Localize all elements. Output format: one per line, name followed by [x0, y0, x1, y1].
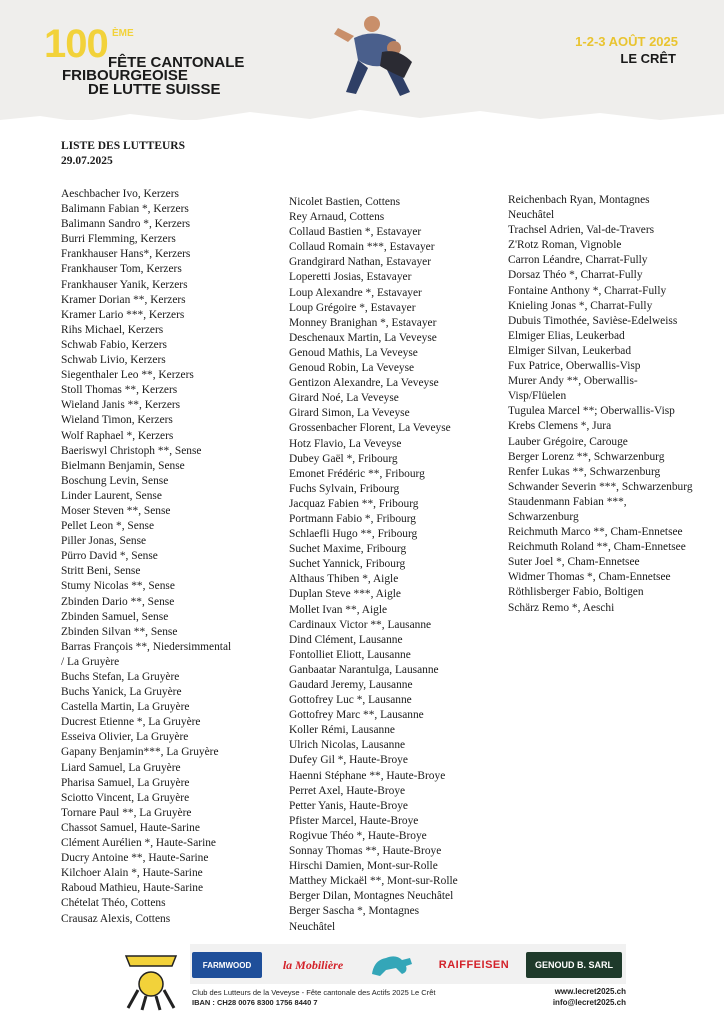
- list-item: Ulrich Nicolas, Lausanne: [289, 739, 406, 752]
- list-item: Berger Lorenz **, Schwarzenburg: [508, 450, 665, 463]
- edition-suffix: ÈME: [112, 28, 134, 39]
- list-item: Linder Laurent, Sense: [61, 489, 162, 502]
- club-logo: [118, 950, 184, 1012]
- list-item: Dind Clément, Lausanne: [289, 633, 403, 646]
- wrestlers-illustration: [324, 8, 424, 108]
- list-item: Balimann Fabian *, Kerzers: [61, 203, 189, 216]
- list-item: Schwander Severin ***, Schwarzenburg: [508, 480, 693, 493]
- list-item: Schwarzenburg: [508, 510, 579, 523]
- edition-number: 100: [44, 22, 108, 66]
- list-item: Staudenmann Fabian ***,: [508, 495, 627, 508]
- list-item: Visp/Flüelen: [508, 390, 567, 403]
- list-item: Girard Simon, La Veveyse: [289, 407, 410, 420]
- list-item: Loup Alexandre *, Estavayer: [289, 286, 422, 299]
- list-item: Gapany Benjamin***, La Gruyère: [61, 746, 219, 759]
- list-item: Perret Axel, Haute-Broye: [289, 784, 406, 797]
- event-title-line-1: FÊTE CANTONALE: [108, 54, 245, 71]
- page-header: [0, 0, 724, 120]
- list-item: Petter Yanis, Haute-Broye: [289, 799, 408, 812]
- list-item: Sonnay Thomas **, Haute-Broye: [289, 845, 442, 858]
- list-item: Reichenbach Ryan, Montagnes: [508, 194, 650, 206]
- list-item: Ducry Antoine **, Haute-Sarine: [61, 852, 209, 865]
- list-item: Stoll Thomas **, Kerzers: [61, 384, 178, 397]
- horse-icon: [366, 952, 418, 978]
- list-item: Girard Noé, La Veveyse: [289, 392, 399, 405]
- list-item: Neuchâtel: [289, 920, 336, 933]
- list-item: Chételat Théo, Cottens: [61, 897, 166, 910]
- sponsor-mobiliere: la Mobilière: [282, 957, 344, 972]
- list-item: Cardinaux Victor **, Lausanne: [289, 618, 432, 631]
- list-item: Carron Léandre, Charrat-Fully: [508, 254, 648, 267]
- list-item: Neuchâtel: [508, 209, 555, 222]
- document-date: 29.07.2025: [61, 155, 113, 167]
- list-item: Grandgirard Nathan, Estavayer: [289, 256, 432, 269]
- event-location: LE CRÊT: [620, 51, 676, 66]
- list-item: Wolf Raphael *, Kerzers: [61, 429, 174, 442]
- event-title-line-2: FRIBOURGEOISE: [62, 67, 188, 84]
- list-item: Loup Grégoire *, Estavayer: [289, 301, 416, 314]
- list-item: Moser Steven **, Sense: [61, 504, 171, 517]
- list-item: Deschenaux Martin, La Veveyse: [289, 331, 437, 344]
- list-item: Frankhauser Tom, Kerzers: [61, 263, 182, 276]
- list-item: Gottofrey Luc *, Lausanne: [289, 694, 412, 707]
- list-item: Boschung Levin, Sense: [61, 474, 169, 487]
- list-item: Liard Samuel, La Gruyère: [61, 761, 181, 774]
- list-item: Piller Jonas, Sense: [61, 535, 147, 548]
- list-item: Burri Flemming, Kerzers: [61, 233, 176, 246]
- list-item: Dubuis Timothée, Savièse-Edelweiss: [508, 314, 678, 327]
- list-item: Collaud Romain ***, Estavayer: [289, 241, 435, 254]
- list-item: Rey Arnaud, Cottens: [289, 211, 385, 224]
- list-item: Wieland Timon, Kerzers: [61, 414, 173, 427]
- list-item: Schärz Remo *, Aeschi: [508, 601, 615, 614]
- list-item: Fontaine Anthony *, Charrat-Fully: [508, 284, 667, 297]
- list-item: Kilchoer Alain *, Haute-Sarine: [61, 867, 203, 880]
- email-link[interactable]: info@lecret2025.ch: [552, 998, 626, 1007]
- list-item: / La Gruyère: [61, 655, 120, 668]
- list-item: Fuchs Sylvain, Fribourg: [289, 482, 400, 495]
- list-item: Emonet Frédéric **, Fribourg: [289, 467, 425, 480]
- list-item: Crausaz Alexis, Cottens: [61, 912, 171, 925]
- list-item: Hirschi Damien, Mont-sur-Rolle: [289, 860, 438, 873]
- list-item: Stritt Beni, Sense: [61, 565, 141, 578]
- list-item: Barras François **, Niedersimmental: [61, 640, 232, 653]
- iban: IBAN : CH28 0076 8300 1756 8440 7: [192, 998, 318, 1007]
- list-item: Trachsel Adrien, Val-de-Travers: [508, 224, 655, 237]
- list-item: Monney Branighan *, Estavayer: [289, 316, 437, 329]
- list-item: Balimann Sandro *, Kerzers: [61, 218, 191, 231]
- list-item: Bielmann Benjamin, Sense: [61, 459, 185, 472]
- sponsor-raiffeisen: RAIFFEISEN: [438, 959, 510, 971]
- list-item: Wieland Janis **, Kerzers: [61, 399, 181, 412]
- list-item: Suter Joel *, Cham-Ennetsee: [508, 556, 640, 569]
- wrestler-list-column-3: [508, 193, 720, 616]
- list-item: Ducrest Etienne *, La Gruyère: [61, 716, 201, 729]
- list-item: Murer Andy **, Oberwallis-: [508, 375, 638, 388]
- list-item: Pellet Leon *, Sense: [61, 520, 155, 533]
- list-item: Renfer Lukas **, Schwarzenburg: [508, 465, 661, 478]
- event-title-line-3: DE LUTTE SUISSE: [88, 81, 221, 98]
- list-item: Tugulea Marcel **; Oberwallis-Visp: [508, 405, 675, 418]
- wrestler-list-column-1: [61, 187, 276, 927]
- list-item: Rogivue Théo *, Haute-Broye: [289, 829, 427, 842]
- website-link[interactable]: www.lecret2025.ch: [554, 987, 626, 996]
- list-item: Elmiger Elias, Leukerbad: [508, 329, 625, 342]
- list-item: Clément Aurélien *, Haute-Sarine: [61, 837, 216, 850]
- list-item: Matthey Mickaël **, Mont-sur-Rolle: [289, 875, 458, 888]
- list-item: Buchs Stefan, La Gruyère: [61, 671, 180, 683]
- list-item: Gentizon Alexandre, La Veveyse: [289, 377, 439, 390]
- list-item: Gottofrey Marc **, Lausanne: [289, 709, 424, 722]
- list-item: Dufey Gil *, Haute-Broye: [289, 754, 408, 767]
- list-item: Gaudard Jeremy, Lausanne: [289, 679, 413, 691]
- list-item: Röthlisberger Fabio, Boltigen: [508, 586, 644, 599]
- list-item: Berger Dilan, Montagnes Neuchâtel: [289, 890, 454, 903]
- list-item: Frankhauser Yanik, Kerzers: [61, 278, 188, 291]
- list-item: Zbinden Dario **, Sense: [61, 595, 175, 608]
- list-item: Reichmuth Marco **, Cham-Ennetsee: [508, 526, 683, 539]
- list-item: Frankhauser Hans*, Kerzers: [61, 248, 191, 261]
- list-item: Reichmuth Roland **, Cham-Ennetsee: [508, 541, 686, 554]
- list-item: Dubey Gaël *, Fribourg: [289, 452, 398, 465]
- list-item: Esseiva Olivier, La Gruyère: [61, 731, 189, 744]
- list-item: Hotz Flavio, La Veveyse: [289, 437, 402, 450]
- list-item: Ganbaatar Narantulga, Lausanne: [289, 663, 439, 676]
- list-item: Fux Patrice, Oberwallis-Visp: [508, 360, 641, 373]
- list-item: Elmiger Silvan, Leukerbad: [508, 344, 632, 357]
- list-item: Z'Rotz Roman, Vignoble: [508, 239, 622, 252]
- list-item: Siegenthaler Leo **, Kerzers: [61, 369, 194, 382]
- list-item: Dorsaz Théo *, Charrat-Fully: [508, 269, 643, 282]
- list-item: Mollet Ivan **, Aigle: [289, 603, 388, 616]
- list-item: Lauber Grégoire, Carouge: [508, 435, 628, 448]
- sponsor-horse-logo: [362, 952, 422, 978]
- list-item: Tornare Paul **, La Gruyère: [61, 806, 192, 819]
- list-item: Collaud Bastien *, Estavayer: [289, 226, 422, 239]
- list-item: Stumy Nicolas **, Sense: [61, 580, 175, 593]
- list-item: Knieling Jonas *, Charrat-Fully: [508, 299, 653, 312]
- list-item: Sciotto Vincent, La Gruyère: [61, 791, 190, 804]
- list-item: Fontolliet Eliott, Lausanne: [289, 648, 411, 661]
- sponsor-farmwood: FARMWOOD: [192, 952, 262, 978]
- sponsor-genoud: GENOUD B. SARL: [526, 952, 622, 978]
- list-item: Baeriswyl Christoph **, Sense: [61, 444, 202, 457]
- wrestler-list-column-2: [289, 195, 499, 935]
- list-item: Genoud Robin, La Veveyse: [289, 362, 415, 375]
- list-item: Schlaefli Hugo **, Fribourg: [289, 528, 418, 541]
- list-item: Schwab Livio, Kerzers: [61, 354, 166, 367]
- list-item: Zbinden Samuel, Sense: [61, 610, 169, 623]
- list-item: Widmer Thomas *, Cham-Ennetsee: [508, 571, 671, 584]
- list-item: Pfister Marcel, Haute-Broye: [289, 814, 419, 827]
- club-info: Club des Lutteurs de la Veveyse - Fête cantonale des Actifs 2025 Le Crêt: [192, 988, 436, 997]
- list-item: Pharisa Samuel, La Gruyère: [61, 776, 190, 789]
- list-item: Berger Sascha *, Montagnes: [289, 905, 420, 918]
- list-item: Chassot Samuel, Haute-Sarine: [61, 821, 200, 834]
- list-item: Rihs Michael, Kerzers: [61, 323, 164, 336]
- list-item: Koller Rémi, Lausanne: [289, 724, 395, 737]
- list-item: Suchet Yannick, Fribourg: [289, 558, 406, 571]
- list-item: Loperetti Josias, Estavayer: [289, 271, 412, 284]
- list-item: Krebs Clemens *, Jura: [508, 420, 612, 433]
- list-item: Portmann Fabio *, Fribourg: [289, 512, 416, 525]
- list-item: Nicolet Bastien, Cottens: [289, 196, 401, 208]
- list-item: Pürro David *, Sense: [61, 550, 158, 563]
- list-item: Althaus Thiben *, Aigle: [289, 573, 399, 586]
- list-item: Grossenbacher Florent, La Veveyse: [289, 422, 451, 435]
- list-item: Kramer Lario ***, Kerzers: [61, 308, 185, 321]
- list-item: Zbinden Silvan **, Sense: [61, 625, 178, 638]
- event-dates: 1-2-3 AOÛT 2025: [575, 34, 678, 49]
- list-item: Castella Martin, La Gruyère: [61, 701, 190, 714]
- list-item: Jacquaz Fabien **, Fribourg: [289, 497, 419, 510]
- list-item: Suchet Maxime, Fribourg: [289, 543, 407, 556]
- list-item: Duplan Steve ***, Aigle: [289, 588, 401, 601]
- list-item: Aeschbacher Ivo, Kerzers: [61, 188, 179, 200]
- list-item: Kramer Dorian **, Kerzers: [61, 293, 186, 306]
- list-item: Schwab Fabio, Kerzers: [61, 338, 167, 351]
- document-title: LISTE DES LUTTEURS: [61, 140, 185, 152]
- list-item: Genoud Mathis, La Veveyse: [289, 346, 418, 359]
- list-item: Haenni Stéphane **, Haute-Broye: [289, 769, 446, 782]
- list-item: Buchs Yanick, La Gruyère: [61, 686, 182, 699]
- list-item: Raboud Mathieu, Haute-Sarine: [61, 882, 204, 895]
